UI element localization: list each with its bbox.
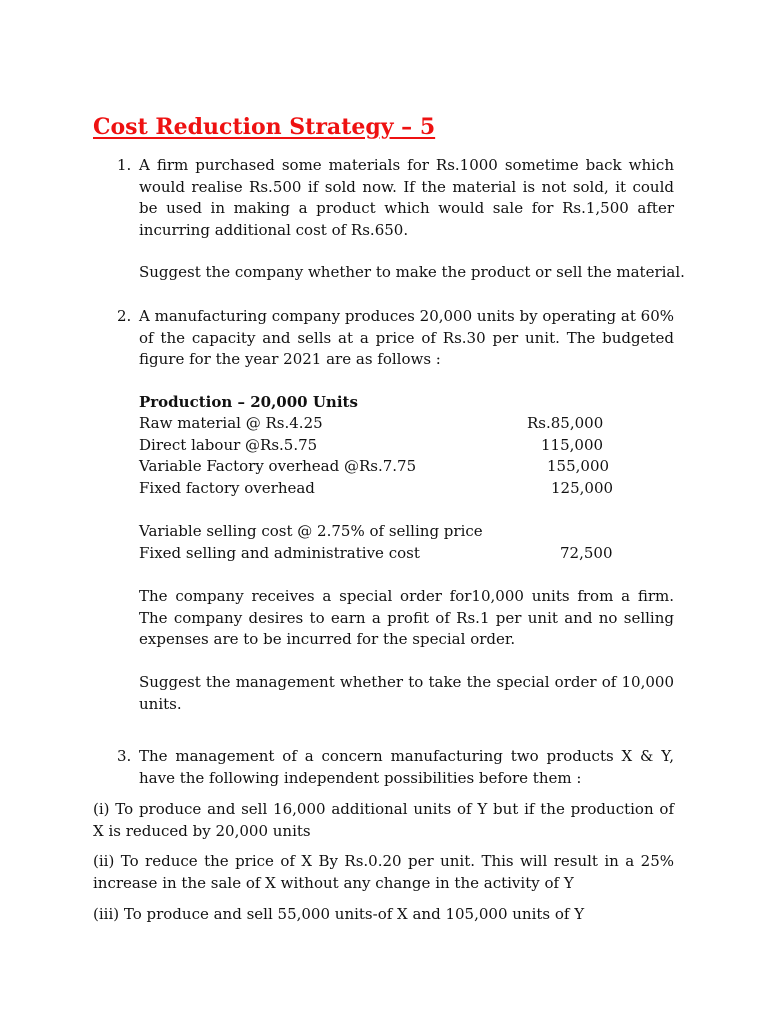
selling-cost-label: Fixed selling and administrative cost bbox=[139, 544, 420, 562]
cost-value: 125,000 bbox=[551, 479, 614, 497]
cost-label: Raw material @ Rs.4.25 bbox=[139, 414, 323, 432]
selling-cost-label: Variable selling cost @ 2.75% of selling price bbox=[139, 522, 483, 540]
q1-number: 1. bbox=[117, 156, 132, 174]
q2-question: Suggest the management whether to take the special order of 10,000 units. bbox=[139, 673, 674, 713]
cost-value: 115,000 bbox=[541, 436, 604, 454]
q2-number: 2. bbox=[117, 307, 132, 325]
q3-option: (iii) To produce and sell 55,000 units-of X and 105,000 units of Y bbox=[93, 905, 585, 923]
q3-option: (i) To produce and sell 16,000 additional units of Y but if the production of X is reduced by 20,000 units bbox=[93, 800, 674, 840]
selling-cost-value: 72,500 bbox=[560, 544, 613, 562]
cost-value: Rs.85,000 bbox=[527, 414, 604, 432]
cost-label: Fixed factory overhead bbox=[139, 479, 315, 497]
q2-intro: A manufacturing company produces 20,000 units by operating at 60% of the capacity and sells at a price of Rs.30 per unit. The budgeted figure for the year 2021 are as follows : bbox=[139, 307, 674, 368]
q2-production-heading: Production – 20,000 Units bbox=[139, 393, 358, 411]
cost-label: Variable Factory overhead @Rs.7.75 bbox=[139, 457, 417, 475]
page-title: Cost Reduction Strategy – 5 bbox=[93, 114, 436, 140]
q2-special-order: The company receives a special order for10,000 units from a firm. The company desires to earn a profit of Rs.1 per unit and no selling expenses are to be incurred for the special order. bbox=[139, 587, 674, 648]
q3-option: (ii) To reduce the price of X By Rs.0.20 per unit. This will result in a 25% increase in the sale of X without any change in the activity of Y bbox=[93, 852, 674, 892]
cost-value: 155,000 bbox=[547, 457, 610, 475]
q1-text: A firm purchased some materials for Rs.1000 sometime back which would realise Rs.500 if sold now. If the material is not sold, it could be used in making a product which would sale for Rs.1,500 after incurring additional cost of Rs.650. bbox=[139, 156, 674, 239]
q1-question: Suggest the company whether to make the product or sell the material. bbox=[139, 263, 685, 281]
q3-number: 3. bbox=[117, 747, 132, 765]
q3-intro: The management of a concern manufacturing two products X & Y, have the following independent possibilities before them : bbox=[139, 747, 674, 787]
cost-label: Direct labour @Rs.5.75 bbox=[139, 436, 318, 454]
